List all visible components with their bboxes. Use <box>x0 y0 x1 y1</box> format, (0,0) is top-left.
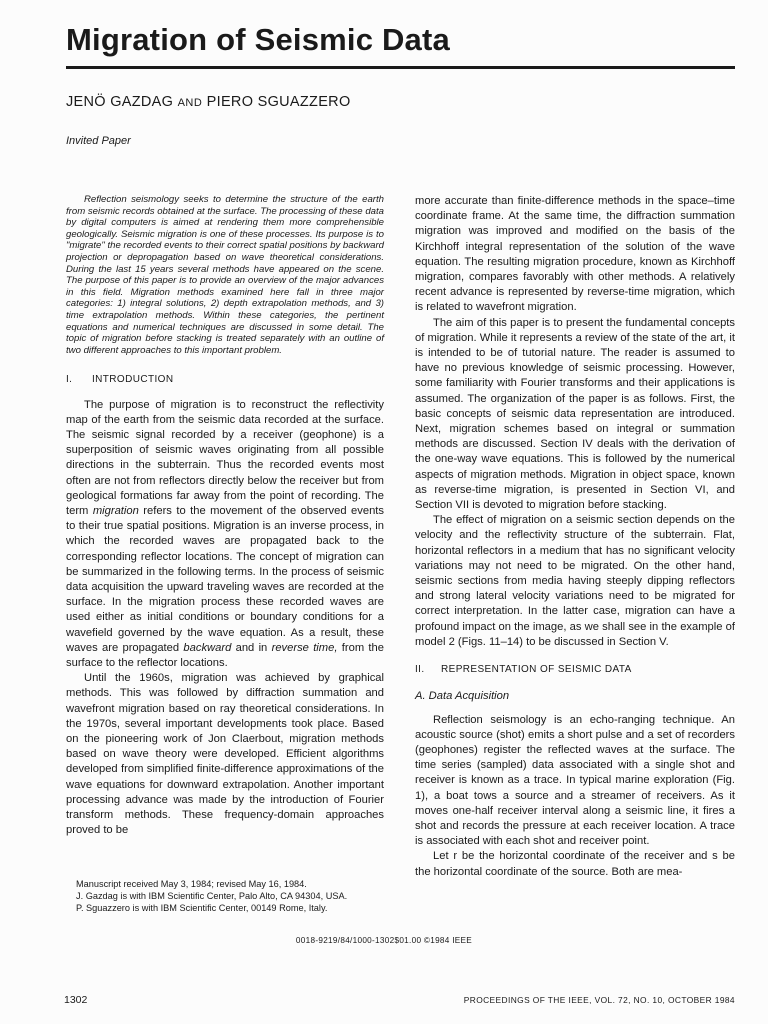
subsection-heading-data-acquisition: A. Data Acquisition <box>415 690 510 703</box>
author-2: PIERO SGUAZZERO <box>206 94 351 110</box>
footnote-line: J. Gazdag is with IBM Scientific Center, Palo Alto, CA 94304, USA. <box>76 891 348 901</box>
footnote-line: P. Sguazzero is with IBM Scientific Center, 00149 Rome, Italy. <box>76 903 328 913</box>
emphasis: reverse time, <box>271 641 338 654</box>
section-number: I. <box>66 374 73 386</box>
text-run: and in <box>231 641 272 654</box>
footnote-line: Manuscript received May 3, 1984; revised May 16, 1984. <box>76 879 307 889</box>
footnote <box>76 878 394 914</box>
text-run: The purpose of migration is to reconstruct the reflectivity map of the earth from the seismic data recorded at the surface. The seismic signal recorded by a receiver (geophone) is a superposition of seismic waves originating from all possible directions in the subterrain. Thus the recorded events most often are not from reflectors directly below the receiver but from geological formations far away from the point of recording. The term <box>66 398 384 517</box>
section-number: II. <box>415 664 425 676</box>
journal-footer: PROCEEDINGS OF THE IEEE, VOL. 72, NO. 10, OCTOBER 1984 <box>463 995 735 1005</box>
section-title: REPRESENTATION OF SEISMIC DATA <box>441 664 632 676</box>
title-rule <box>66 66 735 69</box>
abstract: Reflection seismology seeks to determine the structure of the earth from seismic records obtained at the surface. The processing of these data by digital computers is aimed at rendering them more comprehensible geologically. Seismic migration is one of these processes. Its purpose is to "migrate" the recorded events to their correct spatial positions by backward projection or depropagation based on wave theoretical considerations. During the last 15 years several methods have appeared on the scene. The purpose of this paper is to provide an overview of the major advances in this field. Migration methods examined here fall in three major categories: 1) integral solutions, 2) depth extrapolation methods, and 3) time extrapolation methods. Within these categories, the pertinent equations and numerical techniques are discussed in some detail. The topic of migration before stacking is treated separately with an outline of two different approaches to this important problem. <box>66 194 384 356</box>
emphasis: backward <box>183 641 232 654</box>
copyright-line: 0018-9219/84/1000-1302$01.00 ©1984 IEEE <box>295 936 473 945</box>
aim-paragraph: The aim of this paper is to present the fundamental concepts of migration. While it represents a review of the state of the art, it is intended to be of tutorial nature. The reader is assumed to have no previous knowledge of seismic processing. However, some familiarity with Fourier transforms and their applications is assumed. The organization of the paper is as follows. First, the basic concepts of seismic data representation are introduced. Next, migration schemes based on integral or summation methods are discussed. Section IV deals with the derivation of the one-way wave equations. This is followed by the numerical aspects of migration methods. Migration in object space, known as reverse-time migration, is presented in Section VI, and Section VII is devoted to migration before stacking. <box>415 316 735 512</box>
paper-type: Invited Paper <box>66 135 131 147</box>
intro-paragraph-1 <box>66 398 384 672</box>
section-heading-introduction <box>66 372 384 387</box>
intro-paragraph-2: Until the 1960s, migration was achieved by graphical methods. This was followed by diffraction summation and wavefront migration based on ray theoretical considerations. In the 1970s, several important developments took place. Based on the pioneering work of Jon Claerbout, migration methods based on wave theory were developed. Efficient algorithms developed from simplified finite-difference approximations of the wave equations for downward extrapolation. Another important processing advance was made by the introduction of Fourier transform methods. These frequency-domain approaches proved to be <box>66 672 384 837</box>
text-run: refers to the movement of the observed events to their true spatial positions. Migration is an inverse process, in which the recorded waves are propagated back to the corresponding reflector locations. The concept of migration can be summarized in the following terms. In the process of seismic data acquisition the upward traveling waves are recorded at the surface. In the migration process these recorded waves are used either as initial conditions or boundary conditions for a wavefield governed by the wave equation. As a result, these waves are propagated <box>66 504 384 654</box>
paper-title: Migration of Seismic Data <box>66 22 450 57</box>
author-1: JENÖ GAZDAG <box>66 94 174 110</box>
authors <box>66 94 351 110</box>
section-heading-representation <box>415 662 735 677</box>
emphasis: migration <box>92 504 139 517</box>
section-title: INTRODUCTION <box>92 374 174 386</box>
text-run: from the surface to the reflector locations. <box>66 641 384 669</box>
continued-paragraph: more accurate than finite-difference methods in the space–time coordinate frame. At the same time, the diffraction summation migration was improved and modified on the basis of the Kirchhoff integral representation of the solution of the wave equation. The resulting migration procedure, known as Kirchhoff migration, compares favorably with other methods. A relatively recent advance is represented by reverse-time migration, which is related to wavefront migration. <box>415 195 735 314</box>
acquisition-paragraph-2: Let r be the horizontal coordinate of the receiver and s be the horizontal coordinate of the source. Both are mea- <box>415 850 735 878</box>
authors-and: AND <box>177 97 203 109</box>
left-column <box>66 194 384 838</box>
page-number: 1302 <box>64 994 88 1006</box>
effect-paragraph: The effect of migration on a seismic section depends on the velocity and the reflectivity structure of the subterrain. Flat, horizontal reflectors in a medium that has no significant velocity variations may not need to be migrated. On the other hand, seismic sections from media having steeply dipping reflectors and strong lateral velocity variations need to be migrated for correct interpretation. In the latter case, migration can have a profound impact on the image, as we shall see in the example of model 2 (Figs. 11–14) to be discussed in Section V. <box>415 514 735 648</box>
right-column <box>415 194 735 880</box>
acquisition-paragraph-1: Reflection seismology is an echo-ranging technique. An acoustic source (shot) emits a short pulse and a set of recorders (geophones) register the reflected waves at the surface. The time series (sampled) data associated with a single shot and receiver is known as a trace. In typical marine exploration (Fig. 1), a boat tows a source and a streamer of receivers. As it moves one-half receiver interval along a seismic line, it fires a shot and records the pressure at each receiver location. A trace is associated with each shot and receiver point. <box>415 713 735 848</box>
